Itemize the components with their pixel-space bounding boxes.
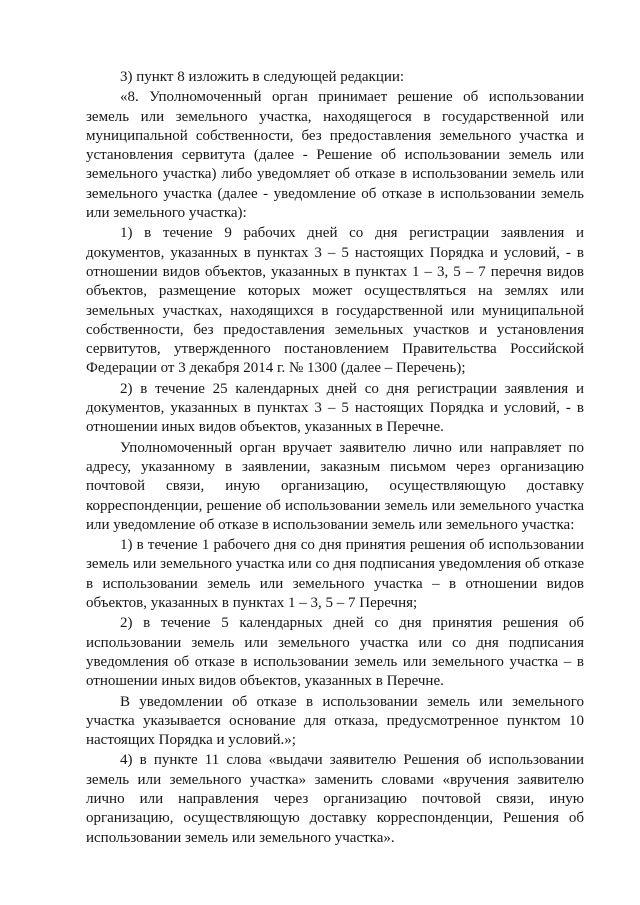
- paragraph-delivery-subitem-1: 1) в течение 1 рабочего дня со дня принятия решения об использовании земель или земельного участка или со дня подписания уведомления об отказе в использовании земель или земельного участка – в отношении видов объектов, указанных в пунктах 1 – 3, 5 – 7 Перечня;: [86, 537, 584, 612]
- paragraph-refusal-basis: В уведомлении об отказе в использовании земель или земельного участка указывается основание для отказа, предусмотренное пунктом 10 настоящих Порядка и условий.»;: [86, 693, 584, 749]
- paragraph-point-8: «8. Уполномоченный орган принимает решение об использовании земель или земельного участка, находящегося в государственной или муниципальной собственности, без предоставления земельного участка и установления сервитута (далее - Решение об использовании земель или земельного участка) либо уведомляет об отказе в использовании земель или земельного участка (далее - уведомление об отказе в использовании земель или земельного участка):: [86, 89, 584, 222]
- paragraph-delivery-subitem-2: 2) в течение 5 календарных дней со дня принятия решения об использовании земель или земельного участка или со дня подписания уведомления об отказе в использовании земель или земельного участка – в отношении иных видов объектов, указанных в Перечне.: [86, 615, 584, 690]
- paragraph-item-3: 3) пункт 8 изложить в следующей редакции:: [120, 69, 405, 85]
- paragraph-subitem-2: 2) в течение 25 календарных дней со дня регистрации заявления и документов, указанных в пунктах 3 – 5 настоящих Порядка и условий, - в отношении иных видов объектов, указанных в Перечне.: [86, 380, 584, 436]
- paragraph-item-4: 4) в пункте 11 слова «выдачи заявителю Решения об использовании земель или земельного участка» заменить словами «вручения заявителю лично или направления через организацию почтовой связи, иную организацию, осуществляющую доставку корреспонденции, Решения об использовании земель или земельного участка».: [86, 752, 584, 846]
- paragraph-delivery: Уполномоченный орган вручает заявителю лично или направляет по адресу, указанному в заявлении, заказным письмом через организацию почтовой связи, иную организацию, осуществляющую доставку корреспонденции, решение об использовании земель или земельного участка или уведомление об отказе в использовании земель или земельного участка:: [86, 439, 584, 533]
- paragraph-subitem-1: 1) в течение 9 рабочих дней со дня регистрации заявления и документов, указанных в пунктах 3 – 5 настоящих Порядка и условий, - в отношении видов объектов, указанных в пунктах 1 – 3, 5 – 7 перечня видов объектов, размещение которых может осуществляться на землях или земельных участках, находящихся в государственной или муниципальной собственности, без предоставления земельных участков и установления сервитутов, утвержденного постановлением Правительства Российской Федерации от 3 декабря 2014 г. № 1300 (далее – Перечень);: [86, 225, 584, 377]
- document-page: [86, 68, 584, 849]
